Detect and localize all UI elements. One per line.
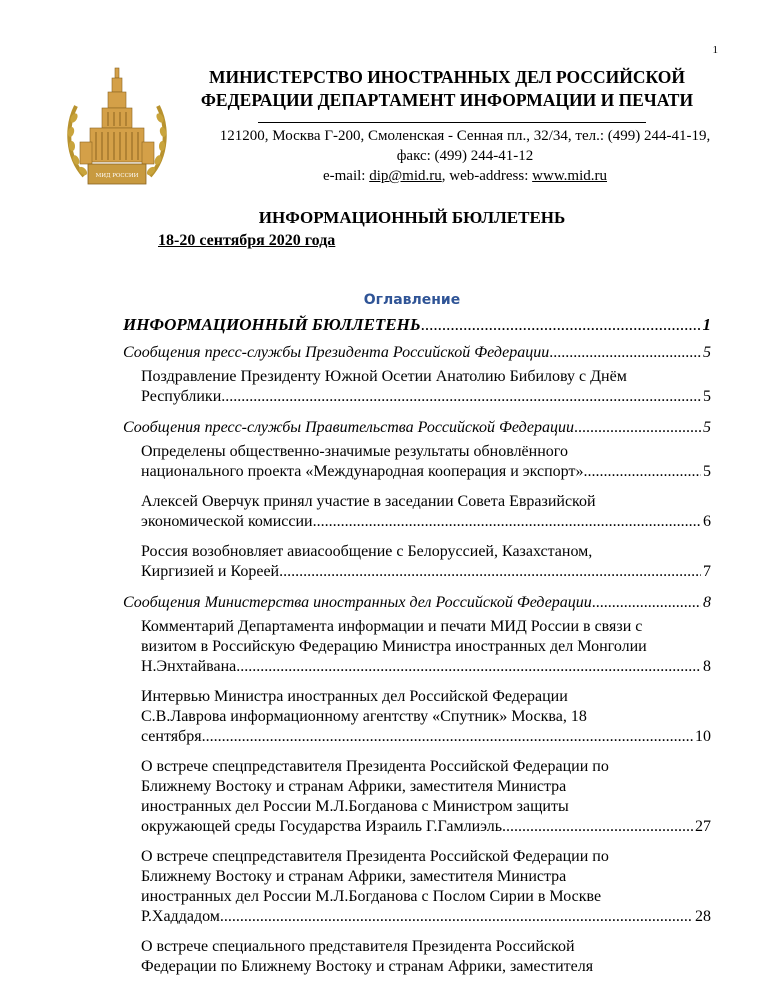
toc-entry-line: Россия возобновляет авиасообщение с Белоруссией, Казахстаном, (141, 543, 593, 560)
toc-entry-line: О встрече спецпредставителя Президента Российской Федерации по (141, 848, 609, 865)
toc-dot-leader (202, 727, 693, 747)
toc-entry-title: национального проекта «Международная кооперация и экспорт» (141, 463, 584, 480)
toc-entry-line: С.В.Лаврова информационному агентству «Спутник» Москва, 18 (141, 708, 587, 725)
toc-entry-line: Комментарий Департамента информации и печати МИД России в связи с (141, 618, 643, 635)
toc-heading: Оглавление (363, 292, 461, 308)
toc-entry-title: Сообщения Министерства иностранных дел Российской Федерации (123, 594, 592, 611)
toc-page-number: 8 (703, 658, 711, 675)
toc-page-number: 8 (703, 594, 711, 611)
toc-page-number: 7 (703, 563, 711, 580)
toc-entry-line: иностранных дел России М.Л.Богданова с Послом Сирии в Москве (141, 888, 602, 905)
organization-title (182, 66, 712, 112)
organization-title-line-2: ФЕДЕРАЦИИ ДЕПАРТАМЕНТ ИНФОРМАЦИИ И ПЕЧАТИ (200, 90, 694, 110)
toc-entry-line: О встрече спецпредставителя Президента Российской Федерации по (141, 758, 609, 775)
toc-dot-leader (313, 512, 701, 532)
toc-entry-title: Сообщения пресс-службы Президента Российской Федерации (123, 344, 550, 361)
ministry-logo (64, 66, 170, 188)
toc-page-number: 1 (702, 315, 711, 334)
organization-title-line-1: МИНИСТЕРСТВО ИНОСТРАННЫХ ДЕЛ РОССИЙСКОЙ (208, 67, 685, 87)
toc-entry-line: О встрече специального представителя Президента Российской (141, 938, 575, 955)
toc-entry[interactable] (123, 314, 711, 336)
toc-entry[interactable] (141, 687, 711, 747)
toc-entry-line: Алексей Оверчук принял участие в заседании Совета Евразийской (141, 493, 596, 510)
toc-entry-line: Федерации по Ближнему Востоку и странам Африки, заместителя (141, 958, 594, 975)
toc-entry[interactable] (141, 542, 711, 582)
toc-dot-leader (421, 314, 701, 336)
toc-entry-title: Р.Хаддадом (141, 908, 220, 925)
toc-page-number: 5 (703, 344, 711, 361)
header-divider (258, 122, 646, 123)
toc-entry-line: Определены общественно-значимые результаты обновлённого (141, 443, 568, 460)
email-web-line (200, 166, 730, 186)
toc-entry[interactable] (141, 367, 711, 407)
svg-text:МИД РОССИИ: МИД РОССИИ (95, 173, 139, 179)
address-line: 121200, Москва Г-200, Смоленская - Сенная пл., 32/34, тел.: (499) 244-41-19, (219, 128, 711, 144)
email-label: e-mail: (322, 168, 370, 184)
toc-page-number: 6 (703, 513, 711, 530)
toc-entry[interactable] (141, 617, 711, 677)
toc-page-number: 28 (695, 908, 711, 925)
toc-dot-leader (279, 562, 701, 582)
toc-dot-leader (220, 907, 693, 927)
toc-entry-line: Поздравление Президенту Южной Осетии Анатолию Бибилову с Днём (141, 368, 627, 385)
toc-page-number: 5 (703, 388, 711, 405)
toc-entry-line: Ближнему Востоку и странам Африки, заместителя Министра (141, 778, 567, 795)
toc-dot-leader (502, 817, 693, 837)
bulletin-date: 18-20 сентября 2020 года (158, 232, 336, 249)
toc-entry-title: экономической комиссии (141, 513, 313, 530)
toc-page-number: 27 (695, 818, 711, 835)
toc-entry[interactable] (141, 937, 711, 977)
bulletin-title: ИНФОРМАЦИОННЫЙ БЮЛЛЕТЕНЬ (258, 208, 566, 227)
toc-entry-title: Республики (141, 388, 222, 405)
contact-info (200, 126, 730, 186)
toc-entry-title: Киргизией и Кореей (141, 563, 280, 580)
toc-entry[interactable] (141, 442, 711, 482)
toc-entry[interactable] (123, 342, 711, 363)
toc-entry[interactable] (141, 757, 711, 837)
ministry-building-emblem-icon (64, 66, 170, 188)
toc-entry-title: окружающей среды Государства Израиль Г.Гамлиэль (141, 818, 502, 835)
table-of-contents (123, 314, 711, 987)
page-number: 1 (712, 44, 718, 56)
web-label: , web-address: (441, 168, 533, 184)
fax-line: факс: (499) 244-41-12 (396, 148, 534, 164)
toc-dot-leader (574, 417, 701, 438)
web-link[interactable]: www.mid.ru (532, 168, 608, 184)
toc-entry-line: иностранных дел России М.Л.Богданова с Министром защиты (141, 798, 569, 815)
email-link[interactable]: dip@mid.ru (369, 168, 442, 184)
toc-dot-leader (236, 657, 701, 677)
toc-entry[interactable] (141, 492, 711, 532)
toc-entry-title: Н.Энхтайвана (141, 658, 237, 675)
toc-page-number: 5 (703, 463, 711, 480)
toc-entry-title: Сообщения пресс-службы Правительства Российской Федерации (123, 419, 574, 436)
toc-entry-line: Ближнему Востоку и странам Африки, заместителя Министра (141, 868, 567, 885)
toc-entry[interactable] (123, 592, 711, 613)
toc-dot-leader (549, 342, 701, 363)
toc-entry-line: Интервью Министра иностранных дел Российской Федерации (141, 688, 568, 705)
toc-entry-line: визитом в Российскую Федерацию Министра иностранных дел Монголии (141, 638, 647, 655)
toc-entry[interactable] (123, 417, 711, 438)
toc-dot-leader (221, 387, 701, 407)
toc-dot-leader (583, 462, 701, 482)
toc-page-number: 10 (695, 728, 711, 745)
toc-entry[interactable] (141, 847, 711, 927)
toc-page-number: 5 (703, 419, 711, 436)
toc-entry-title: сентября (141, 728, 202, 745)
toc-entry-title: ИНФОРМАЦИОННЫЙ БЮЛЛЕТЕНЬ (123, 315, 421, 334)
toc-dot-leader (592, 592, 701, 613)
